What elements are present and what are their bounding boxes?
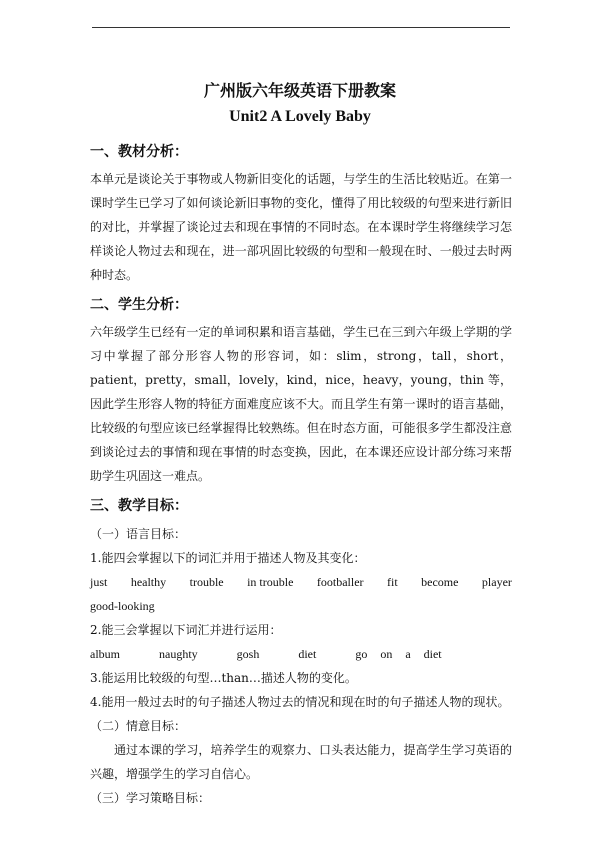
vocab-word: footballer [316, 575, 364, 589]
subheading-strategy-goals: （三）学习策略目标： [90, 791, 211, 805]
top-rule [92, 27, 510, 28]
subheading-affective-goals: （二）情意目标： [90, 719, 187, 733]
section-heading-students: 二、学生分析： [90, 297, 188, 313]
vocab-word: trouble [189, 575, 224, 589]
vocab-word: become [421, 575, 459, 589]
vocab-word: healthy [130, 575, 167, 589]
document-title: 广州版六年级英语下册教案 [203, 81, 396, 100]
objective-item-4: 4.能用一般过去时的句子描述人物过去的情况和现在时的句子描述人物的现状。 [90, 695, 510, 709]
vocab-word: just [90, 575, 108, 589]
document-body [90, 140, 512, 810]
objective-item-2: 2.能三会掌握以下词汇并进行运用： [90, 623, 282, 637]
vocab-word: player [481, 575, 512, 589]
section-heading-objectives: 三、教学目标： [90, 498, 188, 514]
vocabulary-row-2: album naughty gosh diet go on a diet [90, 647, 442, 661]
vocab-word: in trouble [247, 575, 294, 589]
vocabulary-row-1 [90, 570, 512, 594]
vocabulary-row-1-extra: good-looking [90, 599, 155, 613]
subheading-language-goals: （一）语言目标： [90, 527, 187, 541]
objective-item-1: 1.能四会掌握以下的词汇并用于描述人物及其变化： [90, 551, 366, 565]
objective-item-3: 3.能运用比较级的句型…than…描述人物的变化。 [90, 671, 357, 685]
material-analysis-text: 本单元是谈论关于事物或人物新旧变化的话题，与学生的生活比较贴近。在第一课时学生已学习了如何谈论新旧事物的变化，懂得了用比较级的句型来进行新旧的对比，并掌握了谈论过去和现在事情的不同时态。在本课时学生将继续学习怎样谈论人物过去和现在，进一部巩固比较级的句型和一般现在时、一般过去时两种时态。 [90, 172, 512, 282]
student-analysis-text: 六年级学生已经有一定的单词积累和语言基础，学生已在三到六年级上学期的学习中掌握了部分形容人物的形容词，如：slim，strong，tall，short，patient，pretty，small，lovely，kind，nice，heavy，young，thin 等，因此学生形容人物的特征方面难度应该不大。而且学生有第一课时的语言基础，比较级的句型应该已经掌握得比较熟练。但在时态方面，可能很多学生都没注意到谈论过去的事情和现在事情的时态变换，因此，在本课还应设计部分练习来帮助学生巩固这一难点。 [90, 325, 512, 483]
unit-title: Unit2 A Lovely Baby [229, 108, 371, 125]
section-heading-material: 一、教材分析： [90, 144, 188, 160]
affective-goal-text: 通过本课的学习，培养学生的观察力、口头表达能力，提高学生学习英语的兴趣，增强学生的学习自信心。 [90, 743, 512, 781]
vocab-word: fit [387, 575, 398, 589]
